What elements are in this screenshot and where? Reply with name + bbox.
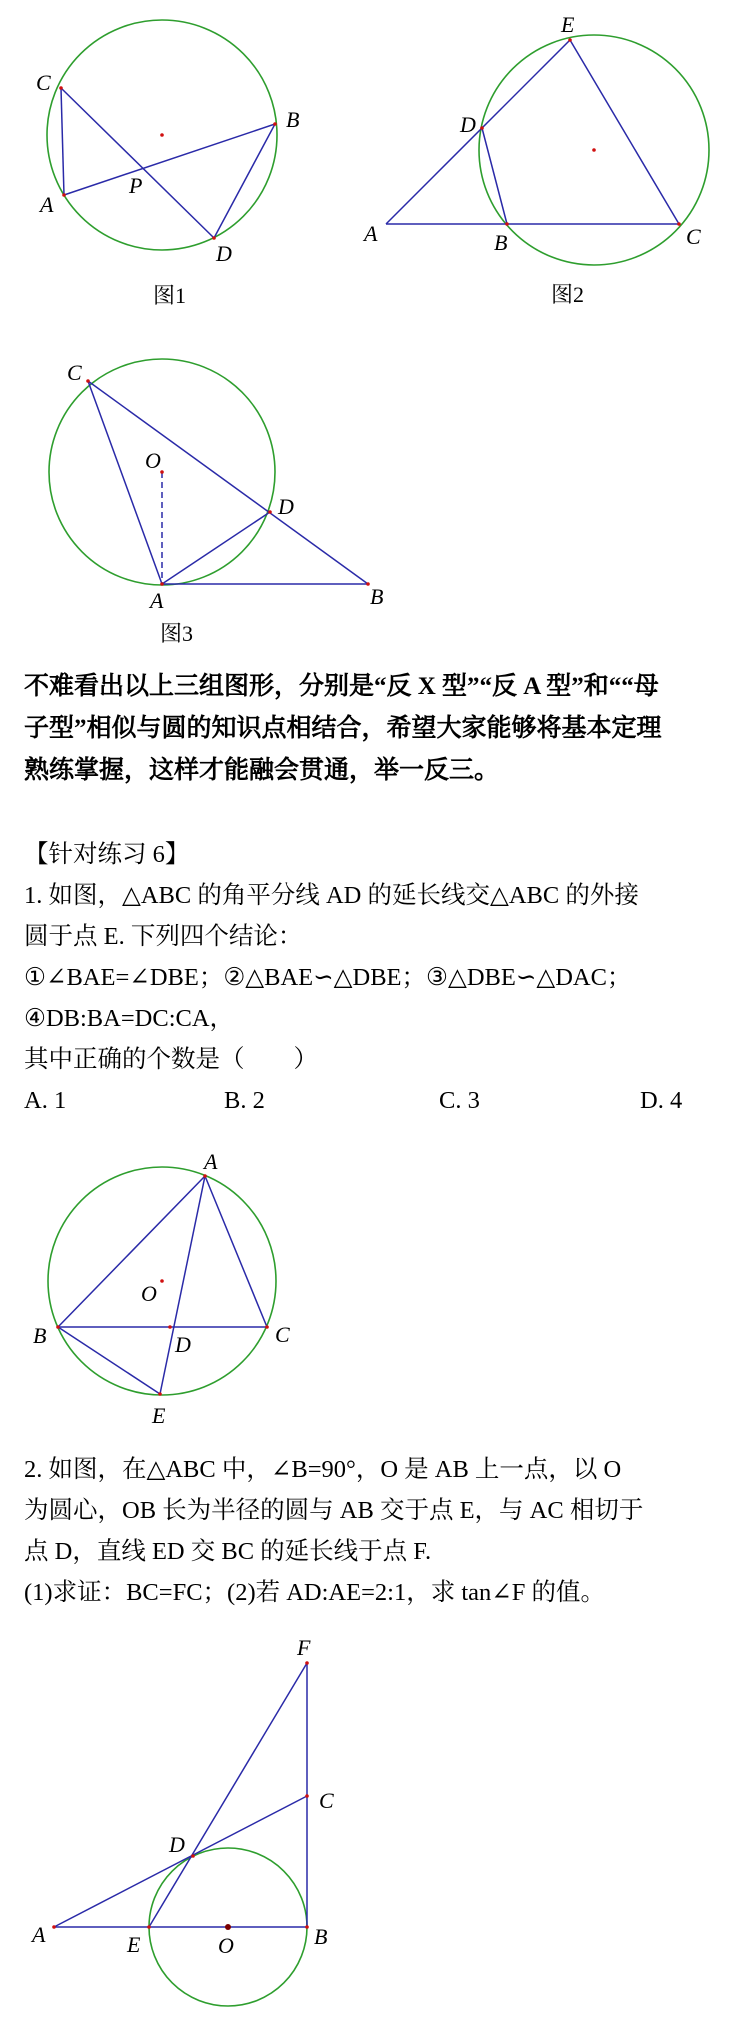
fig2-label-A: A bbox=[364, 221, 378, 246]
practice-section bbox=[24, 834, 734, 1121]
q2-text-line: 2. 如图，在△ABC 中，∠B=90°，O 是 AB 上一点，以 O bbox=[24, 1456, 622, 1483]
q1-text-line: 其中正确的个数是（ ） bbox=[24, 1046, 318, 1073]
q1-figure bbox=[0, 1140, 340, 1440]
q1-option-d[interactable]: D. 4 bbox=[640, 1087, 683, 1114]
fig3-caption: 图3 bbox=[160, 621, 194, 646]
fig3-label-C: C bbox=[67, 360, 82, 385]
q1-text-line: 圆于点 E. 下列四个结论： bbox=[24, 923, 303, 950]
q1-option-b[interactable]: B. 2 bbox=[224, 1087, 265, 1114]
fig3-label-B: B bbox=[370, 584, 384, 609]
summary-line: 子型”相似与圆的知识点相结合，希望大家能够将基本定理 bbox=[24, 715, 662, 742]
fig1-segment-CA bbox=[61, 88, 64, 195]
fig3-label-O: O bbox=[145, 448, 161, 473]
fig3-point-C bbox=[86, 379, 90, 383]
fig2-segment-AE bbox=[386, 40, 570, 224]
fig3-segment-AD bbox=[162, 512, 270, 584]
q2-fig-point-C bbox=[305, 1794, 309, 1798]
q1-option-a[interactable]: A. 1 bbox=[24, 1087, 67, 1114]
fig3-segment-CB bbox=[88, 381, 368, 584]
q2-fig-point-A bbox=[52, 1925, 56, 1929]
q2-fig-label-E: E bbox=[127, 1932, 141, 1957]
fig1-label-D: D bbox=[216, 241, 232, 266]
q1-fig-label-O: O bbox=[141, 1281, 157, 1306]
q1-fig-label-B: B bbox=[33, 1323, 47, 1348]
figure-2 bbox=[340, 0, 740, 320]
summary-paragraph bbox=[24, 666, 734, 792]
figure-1 bbox=[0, 0, 320, 320]
q2-fig-segment-EF bbox=[149, 1663, 307, 1927]
fig3-label-A: A bbox=[150, 588, 164, 613]
fig2-caption: 图2 bbox=[551, 282, 585, 307]
fig1-point-A bbox=[62, 193, 66, 197]
fig1-caption: 图1 bbox=[153, 283, 187, 308]
fig2-point-C bbox=[677, 222, 681, 226]
fig1-label-P: P bbox=[129, 173, 143, 198]
q1-fig-label-D: D bbox=[175, 1332, 191, 1357]
fig3-point-A bbox=[160, 582, 164, 586]
q1-fig-label-E: E bbox=[152, 1403, 166, 1428]
fig2-point-B bbox=[505, 222, 509, 226]
q2-text-line: (1)求证：BC=FC；(2)若 AD:AE=2:1，求 tan∠F 的值。 bbox=[24, 1579, 606, 1606]
q1-fig-segment-AB bbox=[58, 1176, 205, 1327]
q1-fig-segment-AC bbox=[205, 1176, 267, 1327]
q1-fig-point-E bbox=[158, 1392, 162, 1396]
q2-fig-point-E bbox=[147, 1925, 151, 1929]
fig2-label-D: D bbox=[460, 112, 476, 137]
q2-figure bbox=[0, 1620, 400, 2020]
fig3-label-D: D bbox=[278, 494, 294, 519]
summary-line: 不难看出以上三组图形，分别是“反 X 型”“反 A 型”和““母 bbox=[24, 673, 659, 700]
q2-fig-label-A: A bbox=[32, 1922, 46, 1947]
fig2-label-E: E bbox=[561, 12, 575, 37]
fig2-center-point bbox=[592, 148, 596, 152]
fig1-point-B bbox=[273, 122, 277, 126]
q1-fig-point-C bbox=[265, 1325, 269, 1329]
q2-fig-label-F: F bbox=[297, 1635, 311, 1660]
fig1-label-C: C bbox=[36, 70, 51, 95]
q1-text-line: ①∠BAE=∠DBE；②△BAE∽△DBE；③△DBE∽△DAC； bbox=[24, 964, 632, 991]
q2-fig-point-F bbox=[305, 1661, 309, 1665]
q1-fig-point-A bbox=[203, 1174, 207, 1178]
fig2-label-B: B bbox=[494, 230, 508, 255]
q2-fig-point-O bbox=[225, 1924, 231, 1930]
q1-text-line: 1. 如图，△ABC 的角平分线 AD 的延长线交△ABC 的外接 bbox=[24, 882, 639, 909]
q1-fig-label-A: A bbox=[204, 1149, 218, 1174]
fig1-label-B: B bbox=[286, 107, 300, 132]
fig1-segment-CD bbox=[61, 88, 214, 238]
q1-fig-point-B bbox=[56, 1325, 60, 1329]
fig1-center-point bbox=[160, 133, 164, 137]
fig2-point-D bbox=[480, 126, 484, 130]
q1-text-line: ④DB:BA=DC:CA， bbox=[24, 1005, 235, 1032]
fig3-segment-CA bbox=[88, 381, 162, 584]
q1-option-c[interactable]: C. 3 bbox=[439, 1087, 480, 1114]
q1-fig-point-D bbox=[168, 1325, 172, 1329]
q2-text-line: 为圆心，OB 长为半径的圆与 AB 交于点 E，与 AC 相切于 bbox=[24, 1497, 644, 1524]
summary-line: 熟练掌握，这样才能融会贯通，举一反三。 bbox=[24, 757, 500, 784]
q1-fig-label-C: C bbox=[275, 1322, 290, 1347]
fig3-point-D bbox=[268, 510, 272, 514]
q2-fig-label-B: B bbox=[314, 1924, 328, 1949]
fig1-point-D bbox=[212, 236, 216, 240]
fig2-label-C: C bbox=[686, 224, 701, 249]
figure-3 bbox=[0, 340, 420, 660]
fig2-segment-EC bbox=[570, 40, 679, 224]
q1-fig-segment-AE bbox=[160, 1176, 205, 1394]
q2-fig-point-B bbox=[305, 1925, 309, 1929]
q2-fig-label-O: O bbox=[218, 1933, 234, 1958]
q1-fig-point-O bbox=[160, 1279, 164, 1283]
q2-fig-label-D: D bbox=[169, 1832, 185, 1857]
q2-fig-label-C: C bbox=[319, 1788, 334, 1813]
fig2-segment-DB bbox=[482, 128, 507, 224]
q2-text-line: 点 D，直线 ED 交 BC 的延长线于点 F. bbox=[24, 1538, 432, 1565]
fig1-label-A: A bbox=[40, 192, 54, 217]
q1-fig-segment-BE bbox=[58, 1327, 160, 1394]
q2-section bbox=[24, 1449, 734, 1613]
q2-fig-point-D bbox=[191, 1854, 195, 1858]
fig1-point-C bbox=[59, 86, 63, 90]
q1-options bbox=[24, 1080, 734, 1121]
practice-heading: 【针对练习 6】 bbox=[24, 841, 190, 868]
q2-fig-segment-AC bbox=[54, 1796, 307, 1927]
fig2-point-E bbox=[568, 38, 572, 42]
